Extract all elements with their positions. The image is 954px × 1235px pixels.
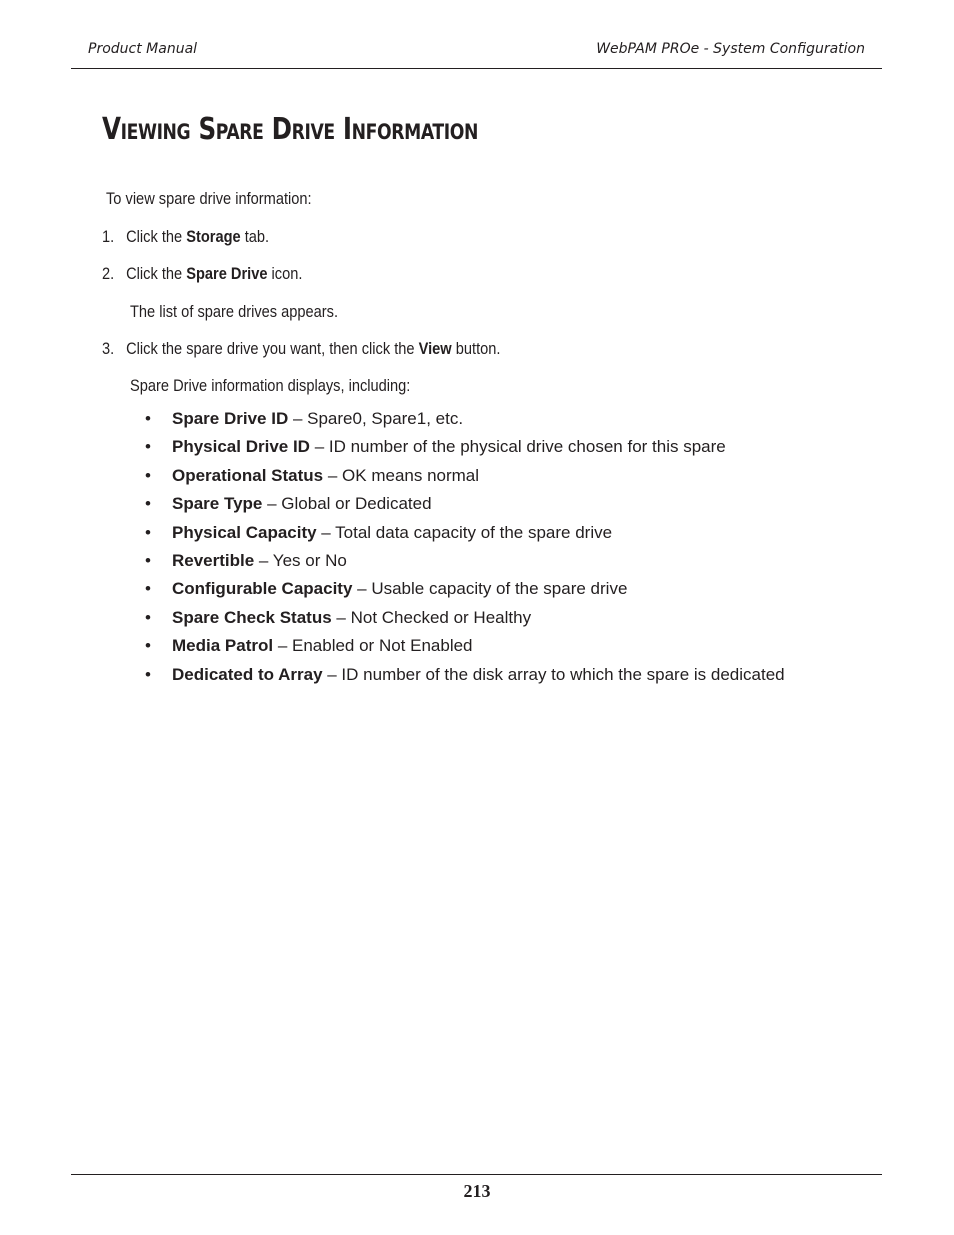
page-number: 213 <box>463 1181 491 1201</box>
bullet-icon: • <box>145 636 151 656</box>
step-ui-term: Storage <box>186 227 241 246</box>
item-description: – Spare0, Spare1, etc. <box>288 409 464 428</box>
step-text-pre: Click the <box>126 227 187 246</box>
item-description: – OK means normal <box>323 465 480 485</box>
item-description: – Usable capacity of the spare drive <box>352 579 628 599</box>
step-text-post: icon. <box>267 264 303 283</box>
item-description: – Total data capacity of the spare drive <box>316 522 613 542</box>
step-text-post: tab. <box>240 227 270 246</box>
page-header <box>71 40 882 69</box>
item-term: Revertible <box>172 550 255 570</box>
step-2-note: The list of spare drives appears. <box>130 302 339 321</box>
step-number: 1. <box>102 227 115 246</box>
bullet-icon: • <box>145 465 151 485</box>
bullet-icon: • <box>145 409 151 428</box>
header-manual-title: Product Manual <box>88 41 198 57</box>
step-ui-term: Spare Drive <box>186 264 268 283</box>
bullet-icon: • <box>145 579 151 599</box>
step-ui-term: View <box>418 339 452 358</box>
bullet-icon: • <box>145 664 151 684</box>
item-description: – ID number of the disk array to which the spare is dedicated <box>322 664 785 684</box>
step-text <box>126 227 269 247</box>
item-description: – Not Checked or Healthy <box>331 607 532 627</box>
item-term: Physical Capacity <box>172 522 317 542</box>
step-text <box>126 264 302 284</box>
item-term: Spare Check Status <box>172 607 332 627</box>
step-text-post: button. <box>451 339 501 358</box>
step-3-note: Spare Drive information displays, including: <box>130 376 411 395</box>
step-text-pre: Click the spare drive you want, then click the <box>126 339 419 358</box>
item-description: – Yes or No <box>254 550 347 570</box>
header-section-title: WebPAM PROe - System Configuration <box>596 41 865 57</box>
bullet-icon: • <box>145 437 151 457</box>
step-number: 3. <box>102 339 115 358</box>
bullet-icon: • <box>145 607 151 627</box>
bullet-icon: • <box>145 522 151 542</box>
item-term: Operational Status <box>172 465 324 485</box>
item-term: Spare Drive ID <box>172 409 289 428</box>
item-description: – ID number of the physical drive chosen for this spare <box>309 437 726 457</box>
item-term: Physical Drive ID <box>172 437 310 457</box>
step-text <box>126 339 500 359</box>
item-description: – Enabled or Not Enabled <box>273 636 473 656</box>
step-text-pre: Click the <box>126 264 187 283</box>
bullet-icon: • <box>145 494 151 514</box>
intro-text: To view spare drive information: <box>106 189 312 208</box>
item-term: Spare Type <box>172 494 263 514</box>
bullet-icon: • <box>145 550 151 570</box>
page-title: Viewing Spare Drive Information <box>102 112 478 147</box>
item-description: – Global or Dedicated <box>262 494 432 514</box>
step-number: 2. <box>102 264 115 283</box>
item-term: Media Patrol <box>172 636 274 656</box>
item-term: Dedicated to Array <box>172 664 323 684</box>
item-term: Configurable Capacity <box>172 579 353 599</box>
footer-divider <box>71 1174 882 1175</box>
